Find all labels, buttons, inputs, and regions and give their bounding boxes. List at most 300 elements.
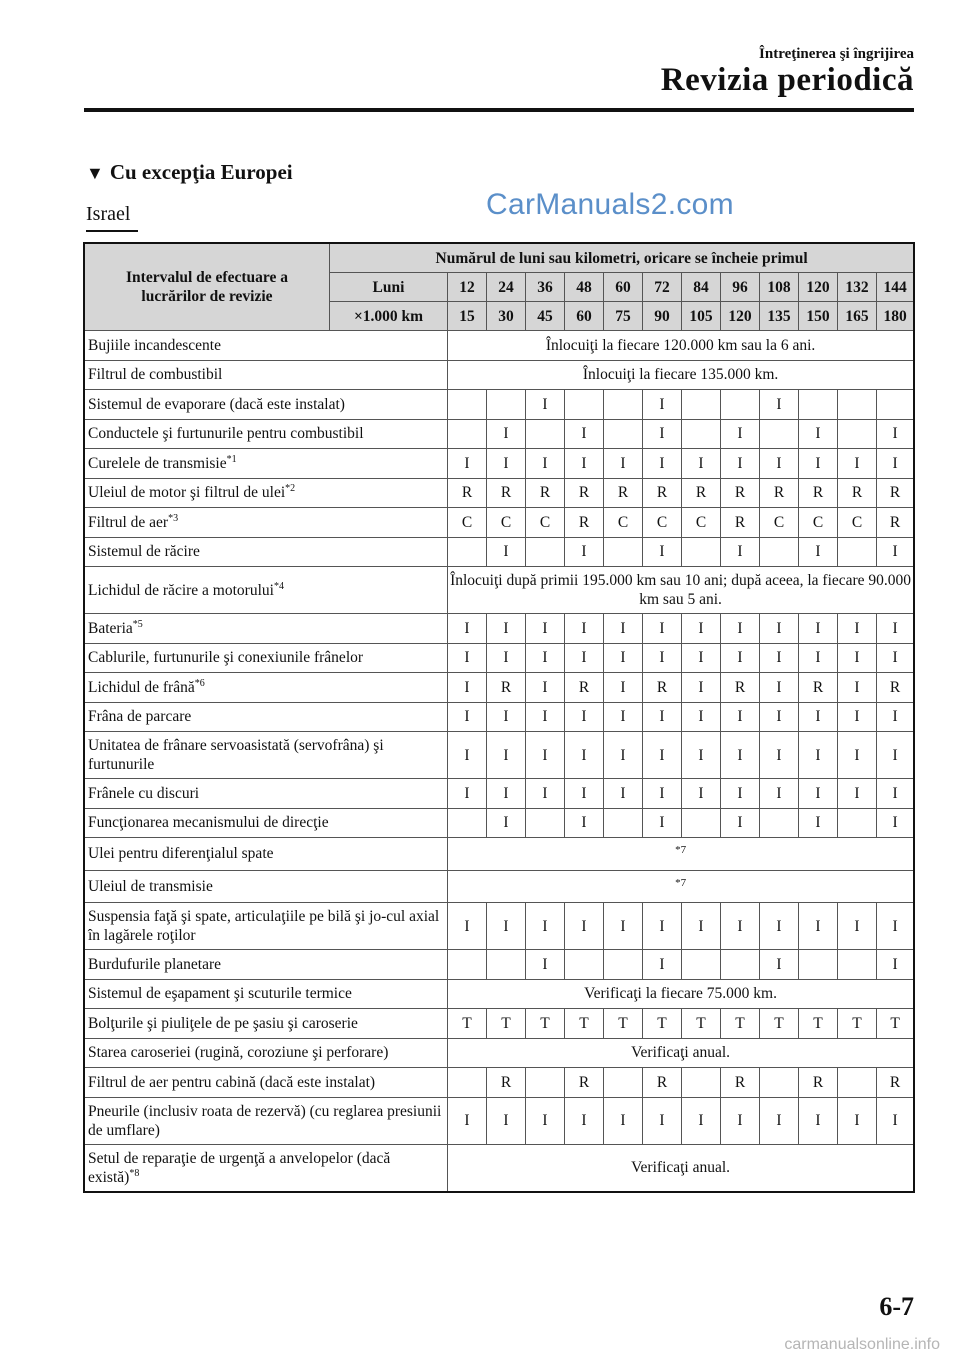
interval-cell: I (643, 419, 682, 449)
interval-cell: T (565, 1009, 604, 1039)
interval-cell (604, 419, 643, 449)
interval-cell: R (643, 1068, 682, 1098)
interval-cell: I (799, 1097, 838, 1144)
interval-cell: I (682, 614, 721, 644)
interval-cell: I (721, 419, 760, 449)
interval-cell: I (448, 1097, 487, 1144)
row-item-cell (85, 508, 448, 538)
interval-cell (448, 1068, 487, 1098)
table-row (85, 419, 914, 449)
interval-cell: I (799, 643, 838, 673)
interval-cell: I (526, 950, 565, 980)
km-header-cell: 120 (721, 302, 760, 331)
interval-cell: I (877, 808, 914, 838)
interval-cell: R (487, 1068, 526, 1098)
km-header-cell: 180 (877, 302, 914, 331)
table-row (85, 478, 914, 508)
interval-cell: I (487, 702, 526, 732)
row-item-cell (85, 1038, 448, 1068)
row-item-cell (85, 1009, 448, 1039)
interval-cell (604, 808, 643, 838)
interval-cell: T (721, 1009, 760, 1039)
row-item-cell (85, 360, 448, 390)
watermark-text: CarManuals2.com (486, 188, 734, 221)
interval-cell: R (448, 478, 487, 508)
interval-cell: I (448, 614, 487, 644)
interval-cell (526, 419, 565, 449)
interval-cell (721, 950, 760, 980)
interval-cell: C (799, 508, 838, 538)
interval-cell: I (526, 614, 565, 644)
row-item-label: Filtrul de aer (88, 513, 169, 531)
interval-cell: I (565, 537, 604, 567)
interval-cell: I (526, 903, 565, 950)
interval-cell: C (604, 508, 643, 538)
interval-cell: I (721, 732, 760, 779)
footnote-ref: *2 (285, 483, 296, 495)
interval-cell: I (760, 390, 799, 420)
interval-cell: R (799, 478, 838, 508)
row-item-label: Funcţionarea mecanismului de direcţie (88, 814, 329, 832)
table-row (85, 360, 914, 390)
row-item-label: Ulei pentru diferenţialul spate (88, 845, 274, 863)
months-header-cell: 132 (838, 273, 877, 302)
interval-cell (604, 390, 643, 420)
interval-cell: C (643, 508, 682, 538)
interval-cell: I (838, 1097, 877, 1144)
interval-cell: I (760, 903, 799, 950)
row-item-label: Conductele şi furtunurile pentru combustibil (88, 425, 364, 443)
interval-cell (448, 537, 487, 567)
interval-cell: I (799, 537, 838, 567)
interval-cell (721, 390, 760, 420)
table-row (85, 1068, 914, 1098)
interval-cell: R (682, 478, 721, 508)
interval-cell: I (877, 779, 914, 809)
interval-cell (799, 950, 838, 980)
interval-cell: I (604, 732, 643, 779)
interval-cell: I (877, 614, 914, 644)
interval-cell: I (877, 950, 914, 980)
interval-cell: I (760, 732, 799, 779)
footnote-ref: *4 (273, 580, 284, 592)
interval-cell: I (565, 779, 604, 809)
chapter-label: Întreţinerea şi îngrijirea (759, 46, 914, 62)
interval-cell: I (838, 903, 877, 950)
interval-cell: I (448, 702, 487, 732)
interval-cell (604, 537, 643, 567)
section-heading-text: Cu excepţia Europei (109, 160, 293, 184)
table-row (85, 1038, 914, 1068)
row-item-cell (85, 870, 448, 903)
table-row (85, 903, 914, 950)
interval-cell: I (565, 903, 604, 950)
interval-cell: C (760, 508, 799, 538)
interval-cell: I (565, 808, 604, 838)
interval-cell: T (487, 1009, 526, 1039)
km-header-cell: 60 (565, 302, 604, 331)
interval-cell: I (643, 449, 682, 479)
interval-cell: I (721, 808, 760, 838)
interval-cell: I (448, 779, 487, 809)
interval-cell: I (799, 779, 838, 809)
interval-cell (487, 950, 526, 980)
interval-cell: R (643, 478, 682, 508)
row-item-cell (85, 779, 448, 809)
footer-text: carmanualsonline.info (784, 1336, 940, 1353)
interval-cell: I (877, 643, 914, 673)
footnote-ref: *8 (129, 1167, 140, 1179)
row-item-label: Sistemul de eşapament şi scuturile termice (88, 985, 352, 1003)
months-header-cell: 12 (448, 273, 487, 302)
schedule-body (85, 331, 914, 1192)
interval-cell: I (721, 903, 760, 950)
row-item-label: Uleiul de transmisie (88, 877, 213, 895)
interval-cell: I (448, 673, 487, 703)
table-row (85, 808, 914, 838)
footnote-ref: *3 (168, 512, 179, 524)
interval-cell (838, 950, 877, 980)
row-item-cell (85, 478, 448, 508)
interval-cell (760, 1068, 799, 1098)
interval-cell: I (526, 732, 565, 779)
interval-cell: I (604, 1097, 643, 1144)
interval-cell: I (643, 614, 682, 644)
months-header-cell: 144 (877, 273, 914, 302)
interval-cell: I (487, 732, 526, 779)
interval-cell: I (799, 732, 838, 779)
interval-cell: R (487, 673, 526, 703)
interval-cell (838, 390, 877, 420)
maintenance-schedule-table (84, 243, 914, 1192)
row-item-cell (85, 390, 448, 420)
interval-cell: I (721, 643, 760, 673)
interval-cell: I (682, 449, 721, 479)
interval-cell: T (604, 1009, 643, 1039)
interval-cell: I (838, 673, 877, 703)
interval-cell: C (682, 508, 721, 538)
interval-cell: I (448, 903, 487, 950)
interval-cell (565, 390, 604, 420)
table-row (85, 950, 914, 980)
row-item-label: Unitatea de frânare servoasistată (servofrâna) şi furtunurile (88, 737, 384, 773)
interval-cell: R (799, 1068, 838, 1098)
row-item-label: Filtrul de aer pentru cabină (dacă este instalat) (88, 1073, 376, 1091)
interval-cell: R (877, 508, 914, 538)
interval-cell: I (565, 1097, 604, 1144)
km-header-cell: 15 (448, 302, 487, 331)
interval-cell (604, 1068, 643, 1098)
row-item-label: Bujiile incandescente (88, 336, 221, 354)
interval-cell: R (760, 478, 799, 508)
interval-cell (838, 419, 877, 449)
row-item-cell (85, 449, 448, 479)
interval-cell (877, 390, 914, 420)
row-item-label: Bolţurile şi piuliţele de pe şasiu şi caroserie (88, 1014, 358, 1032)
interval-cell: I (526, 1097, 565, 1144)
interval-cell (448, 950, 487, 980)
interval-cell: T (760, 1009, 799, 1039)
interval-cell: I (448, 732, 487, 779)
row-item-label: Filtrul de combustibil (88, 366, 223, 384)
months-label: Luni (330, 273, 448, 302)
interval-cell: I (565, 614, 604, 644)
interval-cell (760, 537, 799, 567)
interval-cell: I (838, 732, 877, 779)
interval-cell: I (877, 702, 914, 732)
months-header-cell: 60 (604, 273, 643, 302)
interval-cell: I (643, 732, 682, 779)
km-header-cell: 45 (526, 302, 565, 331)
row-item-label: Sistemul de răcire (88, 543, 200, 561)
km-header-cell: 165 (838, 302, 877, 331)
footnote-ref: *6 (194, 677, 205, 689)
row-item-cell (85, 419, 448, 449)
interval-cell: R (799, 673, 838, 703)
interval-cell (526, 537, 565, 567)
interval-cell (838, 1068, 877, 1098)
interval-cell: I (526, 673, 565, 703)
interval-cell: I (682, 673, 721, 703)
interval-cell: I (838, 643, 877, 673)
page-number: 6-7 (879, 1292, 914, 1321)
interval-cell: I (799, 449, 838, 479)
interval-cell (487, 390, 526, 420)
row-item-label: Lichidul de frână (88, 678, 195, 696)
interval-cell: I (877, 449, 914, 479)
row-item-label: Lichidul de răcire a motorului (88, 581, 274, 599)
row-item-cell (85, 1144, 448, 1191)
row-item-cell (85, 732, 448, 779)
interval-cell: I (682, 702, 721, 732)
row-span-note: Înlocuiţi la fiecare 120.000 km sau la 6 ani. (448, 331, 914, 361)
km-header-cell: 90 (643, 302, 682, 331)
interval-cell: I (682, 643, 721, 673)
km-header-cell: 75 (604, 302, 643, 331)
interval-cell: R (721, 478, 760, 508)
table-span-header: Numărul de luni sau kilometri, oricare se încheie primul (330, 244, 914, 273)
interval-cell: I (721, 537, 760, 567)
table-row (85, 643, 914, 673)
row-item-cell (85, 614, 448, 644)
row-span-note: *7 (448, 870, 914, 903)
interval-cell: C (448, 508, 487, 538)
row-item-cell (85, 808, 448, 838)
row-span-note: Verificaţi anual. (448, 1038, 914, 1068)
triangle-down-icon: ▼ (86, 163, 104, 183)
interval-cell: I (799, 702, 838, 732)
interval-cell (526, 808, 565, 838)
interval-cell: I (643, 643, 682, 673)
row-item-cell (85, 331, 448, 361)
months-header-cell: 84 (682, 273, 721, 302)
interval-cell: I (682, 732, 721, 779)
interval-cell: I (643, 702, 682, 732)
interval-cell: T (877, 1009, 914, 1039)
interval-cell: I (565, 732, 604, 779)
interval-cell (799, 390, 838, 420)
row-item-label: Starea caroseriei (rugină, coroziune şi perforare) (88, 1044, 389, 1062)
months-header-cell: 96 (721, 273, 760, 302)
interval-cell: I (487, 449, 526, 479)
interval-cell: I (760, 449, 799, 479)
row-item-label: Pneurile (inclusiv roata de rezervă) (cu reglarea presiunii de umflare) (88, 1102, 442, 1139)
table-row (85, 1144, 914, 1191)
row-item-cell (85, 702, 448, 732)
km-header-cell: 135 (760, 302, 799, 331)
row-span-note: Verificaţi la fiecare 75.000 km. (448, 979, 914, 1009)
interval-cell (682, 419, 721, 449)
interval-cell: I (838, 702, 877, 732)
interval-cell: I (877, 537, 914, 567)
interval-cell (526, 1068, 565, 1098)
interval-cell: I (448, 449, 487, 479)
interval-cell: T (448, 1009, 487, 1039)
interval-cell: R (643, 673, 682, 703)
interval-cell: I (604, 702, 643, 732)
interval-cell: T (838, 1009, 877, 1039)
table-row (85, 838, 914, 871)
table-row (85, 449, 914, 479)
interval-cell (682, 537, 721, 567)
interval-cell (760, 808, 799, 838)
row-span-note: Înlocuiţi după primii 195.000 km sau 10 ani; după aceea, la fiecare 90.000 km sau 5 ani. (448, 567, 914, 614)
interval-cell: R (604, 478, 643, 508)
interval-cell: I (526, 643, 565, 673)
header-rule (84, 108, 914, 112)
table-row (85, 508, 914, 538)
row-item-cell (85, 1068, 448, 1098)
interval-cell: I (760, 673, 799, 703)
interval-cell: R (877, 673, 914, 703)
interval-cell: I (838, 614, 877, 644)
interval-cell (760, 419, 799, 449)
interval-cell: I (487, 808, 526, 838)
row-span-note: *7 (448, 838, 914, 871)
interval-cell: R (487, 478, 526, 508)
interval-cell: I (448, 643, 487, 673)
row-item-label: Bateria (88, 619, 133, 637)
interval-cell: I (877, 1097, 914, 1144)
km-label: ×1.000 km (330, 302, 448, 331)
interval-cell (604, 950, 643, 980)
interval-cell: I (838, 779, 877, 809)
row-item-label: Sistemul de evaporare (dacă este instalat) (88, 395, 345, 413)
months-header-cell: 120 (799, 273, 838, 302)
interval-cell: I (487, 419, 526, 449)
interval-cell: I (721, 449, 760, 479)
row-span-note: Înlocuiţi la fiecare 135.000 km. (448, 360, 914, 390)
interval-cell (682, 808, 721, 838)
interval-cell: I (604, 643, 643, 673)
interval-cell (682, 950, 721, 980)
row-item-label: Frânele cu discuri (88, 784, 200, 802)
interval-cell: I (604, 779, 643, 809)
interval-cell: C (838, 508, 877, 538)
interval-cell: T (682, 1009, 721, 1039)
interval-cell: I (487, 537, 526, 567)
interval-cell: I (799, 808, 838, 838)
interval-cell: I (877, 732, 914, 779)
interval-cell: I (643, 808, 682, 838)
row-item-label: Uleiul de motor şi filtrul de ulei (88, 484, 286, 502)
row-item-cell (85, 567, 448, 614)
table-row (85, 673, 914, 703)
interval-cell: I (565, 419, 604, 449)
interval-cell: I (487, 779, 526, 809)
footnote-ref: *5 (132, 618, 143, 630)
row-item-cell (85, 979, 448, 1009)
table-row (85, 732, 914, 779)
interval-cell: R (721, 673, 760, 703)
interval-cell: R (877, 478, 914, 508)
interval-cell: R (721, 1068, 760, 1098)
table-row (85, 331, 914, 361)
interval-cell: C (487, 508, 526, 538)
interval-cell: I (838, 449, 877, 479)
row-item-label: Suspensia faţă şi spate, articulaţiile pe bilă şi jo-cul axial în lagărele roţilor (88, 908, 440, 944)
table-row (85, 614, 914, 644)
interval-cell (448, 808, 487, 838)
row-item-cell (85, 673, 448, 703)
row-item-cell (85, 838, 448, 871)
interval-cell: I (604, 903, 643, 950)
table-row (85, 537, 914, 567)
interval-cell: R (877, 1068, 914, 1098)
row-item-cell (85, 903, 448, 950)
interval-cell: I (760, 702, 799, 732)
interval-cell (682, 1068, 721, 1098)
interval-cell: I (604, 614, 643, 644)
interval-cell: I (760, 643, 799, 673)
row-item-label: Cablurile, furtunurile şi conexiunile frânelor (88, 649, 364, 667)
months-header-cell: 48 (565, 273, 604, 302)
interval-cell: T (799, 1009, 838, 1039)
interval-cell: I (760, 1097, 799, 1144)
table-row (85, 870, 914, 903)
interval-cell: R (565, 478, 604, 508)
interval-cell: R (565, 673, 604, 703)
interval-cell: I (526, 449, 565, 479)
table-row (85, 979, 914, 1009)
interval-cell: I (487, 614, 526, 644)
km-header-cell: 105 (682, 302, 721, 331)
interval-cell: T (643, 1009, 682, 1039)
interval-cell: C (526, 508, 565, 538)
section-heading (86, 160, 293, 185)
interval-cell: I (760, 614, 799, 644)
region-underline (86, 230, 138, 232)
interval-cell: I (565, 449, 604, 479)
interval-cell: I (682, 1097, 721, 1144)
interval-cell: I (643, 950, 682, 980)
interval-cell (838, 808, 877, 838)
row-item-label: Curelele de transmisie (88, 454, 227, 472)
row-span-note: Verificaţi anual. (448, 1144, 914, 1191)
interval-cell: I (604, 449, 643, 479)
interval-cell: I (721, 702, 760, 732)
interval-cell: I (721, 1097, 760, 1144)
interval-cell: I (799, 903, 838, 950)
months-header-cell: 108 (760, 273, 799, 302)
interval-cell: I (682, 779, 721, 809)
footnote-ref: *1 (226, 453, 237, 465)
interval-cell: I (721, 614, 760, 644)
interval-cell: R (838, 478, 877, 508)
interval-cell: I (526, 779, 565, 809)
interval-cell (565, 950, 604, 980)
interval-cell: I (799, 614, 838, 644)
